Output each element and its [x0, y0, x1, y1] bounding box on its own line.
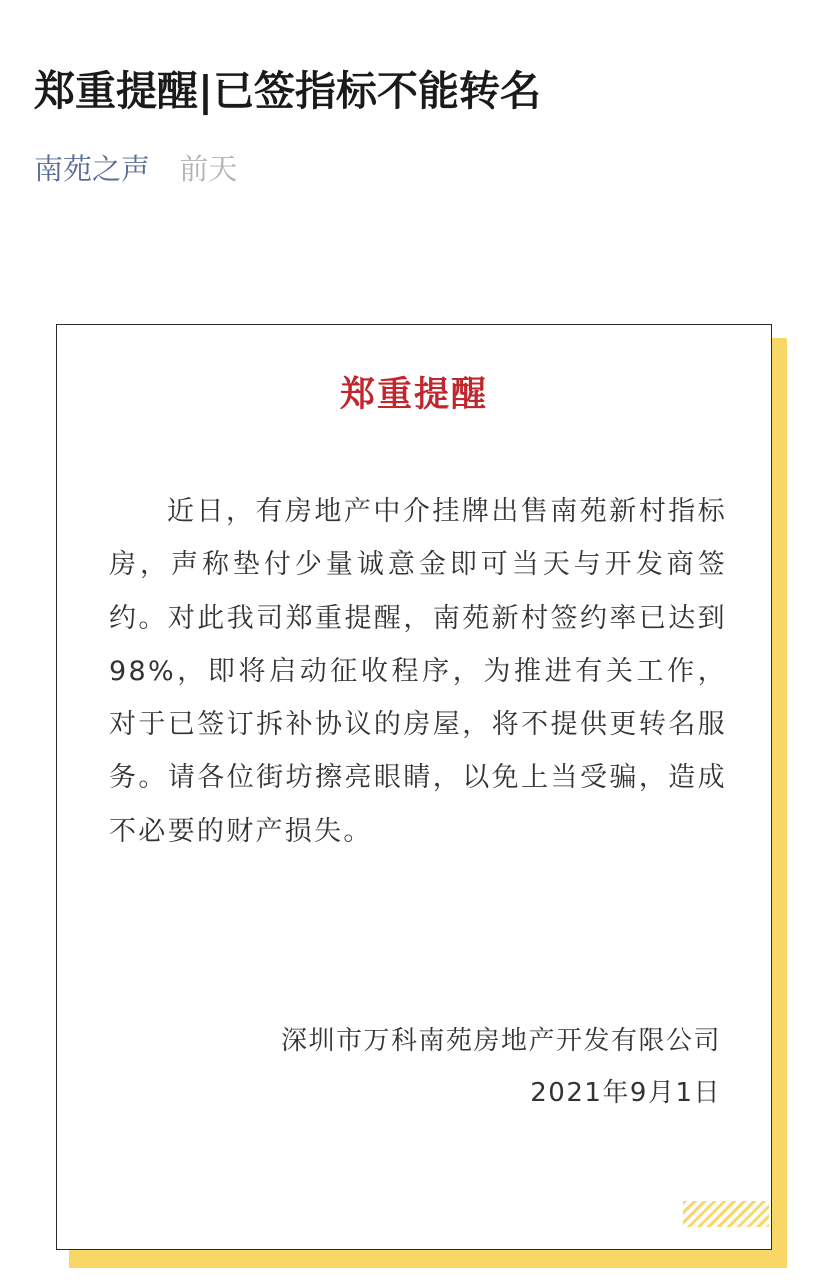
- notice-date: 2021年9月1日: [530, 1078, 721, 1108]
- notice-body: 近日，有房地产中介挂牌出售南苑新村指标房，声称垫付少量诚意金即可当天与开发商签约。对此我司郑重提醒，南苑新村签约率已达到98%，即将启动征收程序，为推进有关工作，对于已签订拆补协议的房屋，将不提供更转名服务。请各位街坊擦亮眼睛，以免上当受骗，造成不必要的财产损失。: [109, 496, 727, 847]
- account-name-link[interactable]: 南苑之声: [34, 152, 151, 186]
- notice-card: [56, 324, 772, 1250]
- issuer-name: 深圳市万科南苑房地产开发有限公司: [280, 1026, 721, 1056]
- notice-heading: 郑重提醒: [339, 375, 488, 415]
- stripe-decoration: [683, 1201, 769, 1227]
- article-title: 郑重提醒|已签指标不能转名: [34, 67, 541, 115]
- article-meta: [34, 148, 237, 190]
- notice-signature: [281, 1015, 721, 1119]
- publish-time: 前天: [179, 152, 238, 186]
